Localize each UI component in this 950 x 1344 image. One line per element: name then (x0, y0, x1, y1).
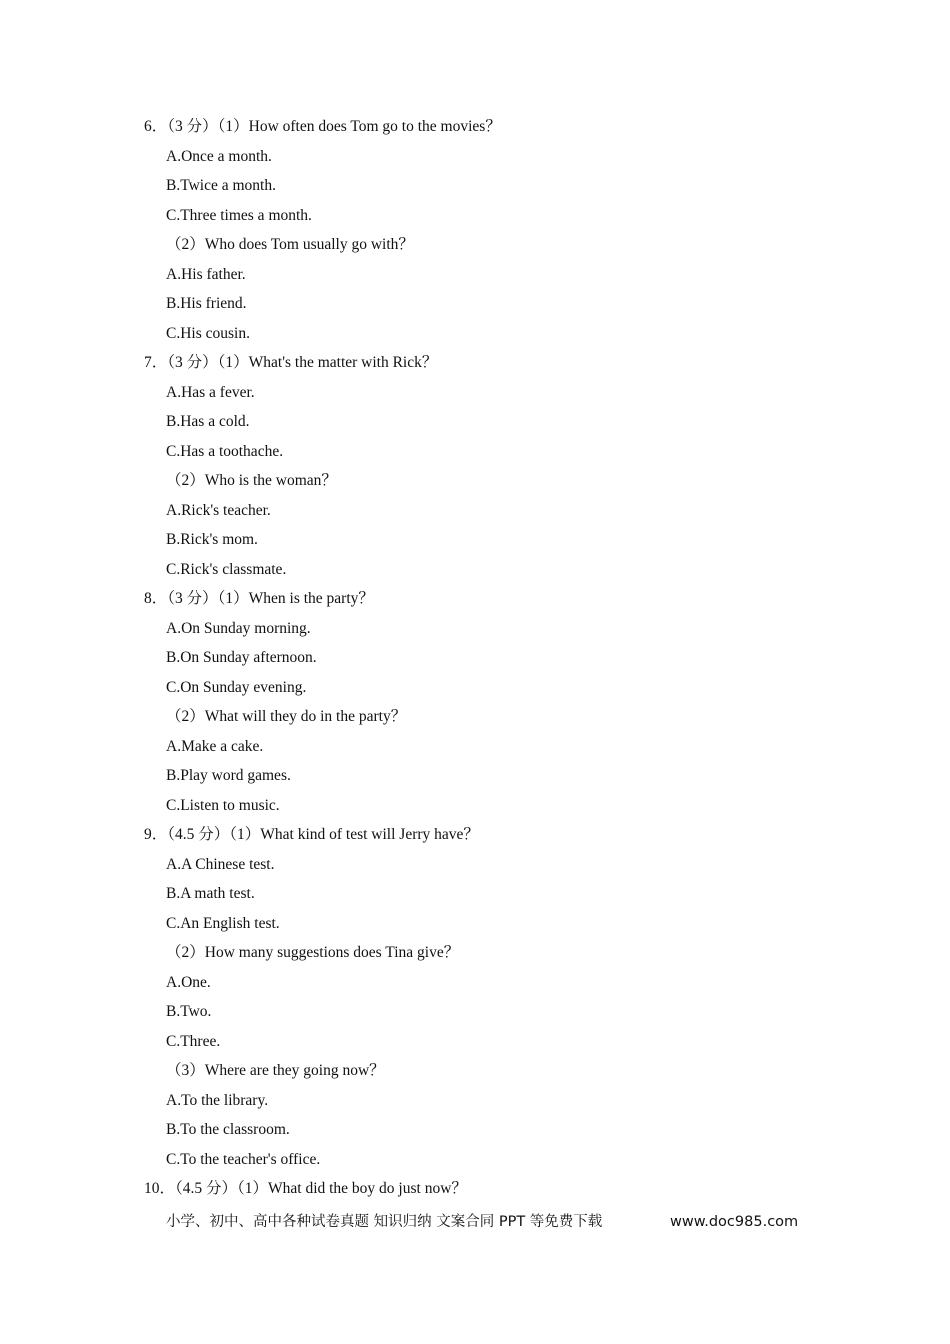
answer-option: C.Three times a month. (166, 206, 312, 224)
answer-option: B.Play word games. (166, 767, 291, 784)
answer-option: A.Rick's teacher. (166, 501, 271, 519)
answer-option: C.To the teacher's office. (166, 1150, 321, 1168)
answer-option: B.Twice a month. (166, 177, 276, 194)
question-stem: 9．（4.5 分）（1）What kind of test will Jerry have？ (144, 826, 479, 843)
sub-question: （2）How many suggestions does Tina give？ (166, 944, 460, 961)
answer-option: B.His friend. (166, 295, 247, 312)
answer-option: A.Make a cake. (166, 737, 264, 755)
answer-option: A.His father. (166, 265, 246, 283)
question-stem: 6．（3 分）（1）How often does Tom go to the movies？ (144, 118, 501, 135)
answer-option: B.On Sunday afternoon. (166, 649, 317, 666)
sub-question: （2）Who is the woman？ (166, 472, 337, 489)
answer-option: B.To the classroom. (166, 1121, 290, 1138)
answer-option: A.A Chinese test. (166, 855, 275, 873)
footer-text: 小学、初中、高中各种试卷真题 知识归纳 文案合同 PPT 等免费下载 (166, 1214, 603, 1230)
answer-option: C.An English test. (166, 914, 280, 932)
answer-option: C.Rick's classmate. (166, 560, 287, 578)
answer-option: C.Three. (166, 1032, 221, 1050)
answer-option: B.Has a cold. (166, 413, 250, 430)
answer-option: C.On Sunday evening. (166, 678, 307, 696)
footer-website: www.doc985.com (670, 1214, 799, 1230)
answer-option: A.On Sunday morning. (166, 619, 311, 637)
question-stem: 10．（4.5 分）（1）What did the boy do just now？ (144, 1180, 467, 1197)
answer-option: C.Listen to music. (166, 796, 280, 814)
sub-question: （2）Who does Tom usually go with？ (166, 236, 414, 253)
question-stem: 7．（3 分）（1）What's the matter with Rick？ (144, 354, 438, 371)
sub-question: （2）What will they do in the party？ (166, 708, 407, 725)
answer-option: B.Rick's mom. (166, 531, 258, 548)
answer-option: C.Has a toothache. (166, 442, 284, 460)
answer-option: A.Has a fever. (166, 383, 255, 401)
question-list (144, 112, 501, 1204)
answer-option: C.His cousin. (166, 324, 250, 342)
answer-option: A.One. (166, 973, 211, 991)
answer-option: A.Once a month. (166, 147, 272, 165)
page-footer (166, 1210, 806, 1234)
answer-option: B.Two. (166, 1003, 212, 1020)
question-stem: 8．（3 分）（1）When is the party？ (144, 590, 374, 607)
answer-option: A.To the library. (166, 1091, 269, 1109)
sub-question: （3）Where are they going now？ (166, 1062, 385, 1079)
answer-option: B.A math test. (166, 885, 255, 902)
